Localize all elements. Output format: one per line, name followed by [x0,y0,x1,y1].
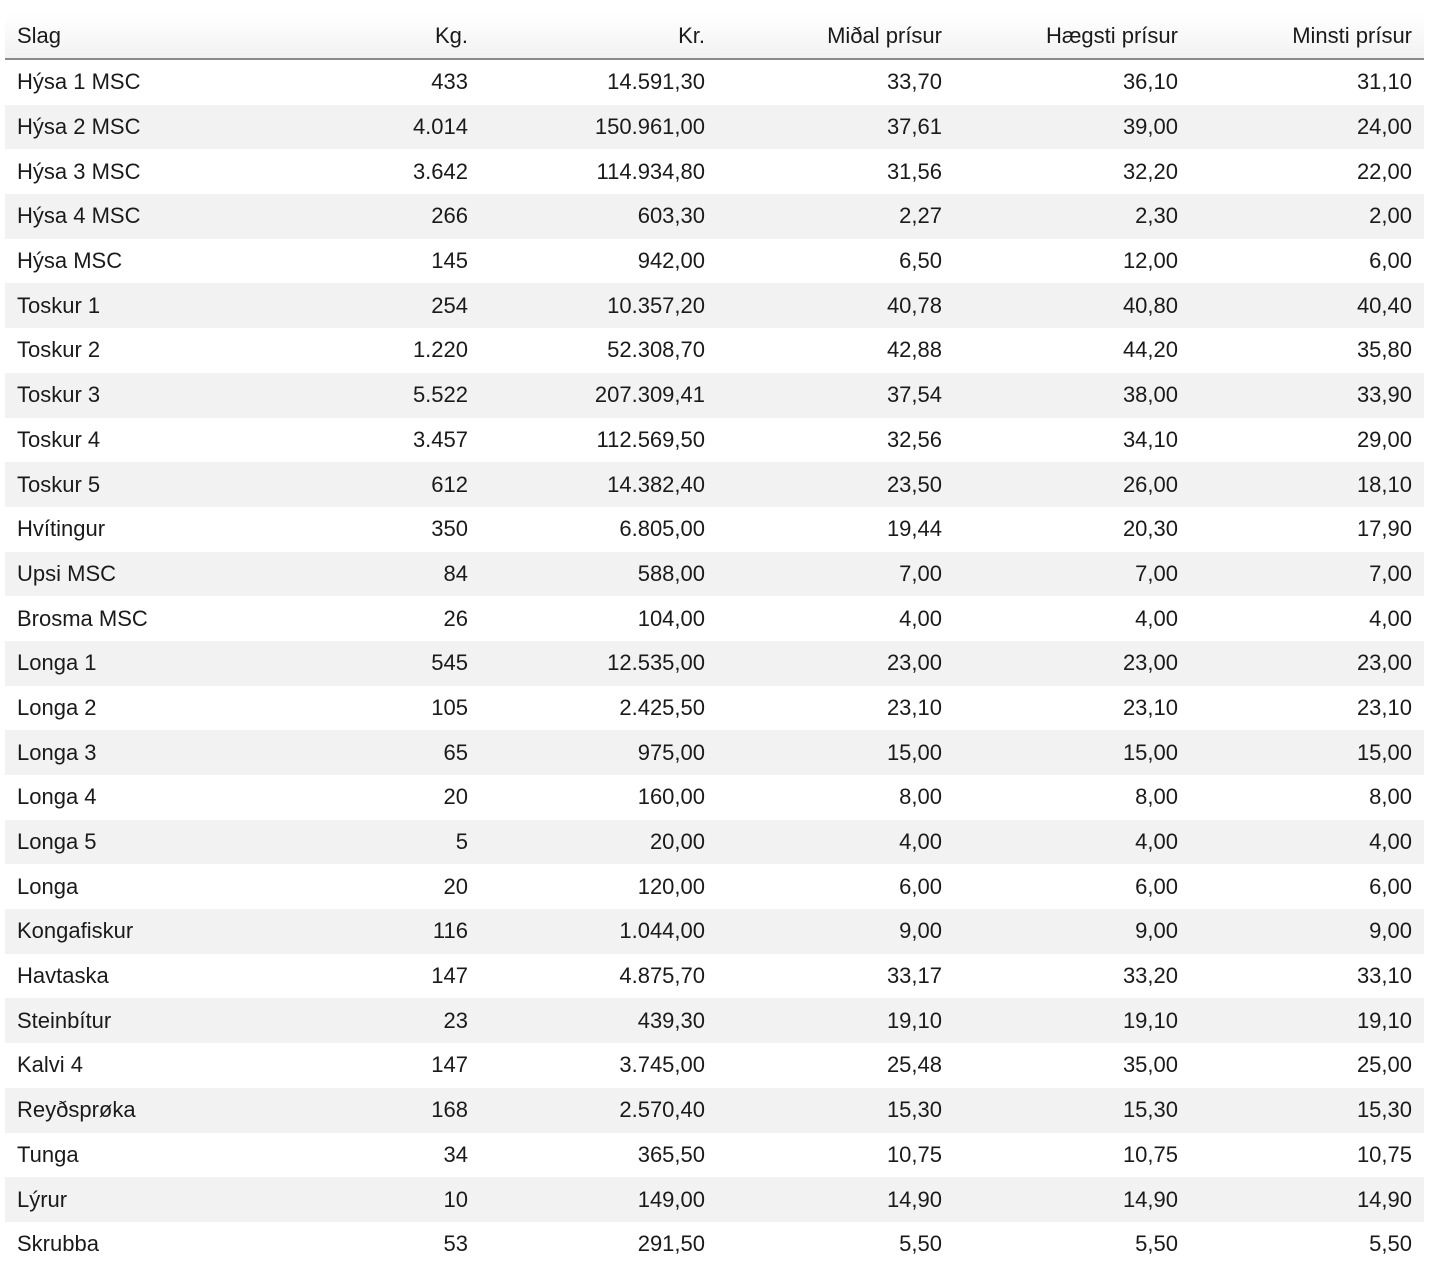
table-row [5,239,1424,284]
table-header [5,13,1424,59]
cell-kr: 942,00 [637,248,705,274]
cell-kg: 26 [443,605,468,631]
cell-average-price: 31,56 [886,158,942,184]
cell-highest-price: 33,20 [1122,963,1178,989]
cell-lowest-price: 33,90 [1190,373,1424,418]
cell-average-price: 9,00 [717,909,954,954]
cell-highest-price: 39,00 [954,105,1190,150]
cell-highest-price: 12,00 [1122,248,1178,274]
cell-kr: 14.591,30 [607,69,705,95]
cell-kg: 266 [247,194,480,239]
cell-kr: 14.382,40 [480,462,717,507]
table-row [5,507,1424,552]
cell-kg: 5.522 [247,373,480,418]
cell-kr: 52.308,70 [607,337,705,363]
cell-kr: 588,00 [480,552,717,597]
cell-kr: 20,00 [480,820,717,865]
cell-slag: Longa 5 [5,820,247,865]
table-row [5,552,1424,597]
cell-kg: 53 [443,1231,468,1257]
cell-lowest-price: 17,90 [1356,516,1412,542]
table-row [5,462,1424,507]
cell-highest-price: 4,00 [954,820,1190,865]
cell-kg: 4.014 [247,105,480,150]
cell-kr: 12.535,00 [480,641,717,686]
table-row [5,909,1424,954]
table-row [5,1222,1424,1267]
table-row [5,149,1424,194]
cell-lowest-price: 23,00 [1190,641,1424,686]
cell-kg: 545 [247,641,480,686]
table-row [5,641,1424,686]
cell-kg: 254 [247,283,480,328]
cell-kr: 365,50 [637,1141,705,1167]
cell-lowest-price: 4,00 [1369,605,1412,631]
cell-average-price: 4,00 [717,820,954,865]
cell-kr: 3.745,00 [619,1052,705,1078]
cell-kr: 104,00 [637,605,705,631]
column-header-kg[interactable]: Kg. [247,13,480,59]
cell-highest-price: 2,30 [954,194,1190,239]
price-table-container [5,13,1424,1267]
cell-kr: 160,00 [637,784,705,810]
cell-lowest-price: 22,00 [1356,158,1412,184]
cell-highest-price: 23,10 [1122,694,1178,720]
cell-highest-price: 15,00 [954,730,1190,775]
header-row [5,13,1424,59]
cell-slag: Reyðsprøka [5,1088,247,1133]
cell-average-price: 25,48 [886,1052,942,1078]
cell-lowest-price: 4,00 [1190,820,1424,865]
cell-kg: 350 [431,516,468,542]
cell-highest-price: 34,10 [1122,426,1178,452]
cell-slag: Hýsa 4 MSC [5,194,247,239]
table-row [5,328,1424,373]
cell-average-price: 8,00 [899,784,942,810]
cell-highest-price: 5,50 [1135,1231,1178,1257]
cell-kr: 150.961,00 [480,105,717,150]
cell-lowest-price: 33,10 [1356,963,1412,989]
cell-lowest-price: 10,75 [1356,1141,1412,1167]
cell-kr: 2.425,50 [619,694,705,720]
cell-kg: 20 [443,784,468,810]
column-header-highest-price[interactable]: Hægsti prísur [954,13,1190,59]
table-row [5,418,1424,463]
table-row [5,954,1424,999]
cell-kg: 65 [247,730,480,775]
cell-average-price: 19,10 [717,998,954,1043]
cell-kr: 149,00 [480,1177,717,1222]
cell-kr: 4.875,70 [619,963,705,989]
table-row [5,194,1424,239]
cell-average-price: 2,27 [717,194,954,239]
table-row [5,105,1424,150]
cell-average-price: 7,00 [717,552,954,597]
table-row [5,686,1424,731]
cell-lowest-price: 15,30 [1190,1088,1424,1133]
cell-slag: Hvítingur [17,516,106,542]
table-row [5,1177,1424,1222]
cell-kg: 433 [431,69,468,95]
column-header-average-price[interactable]: Miðal prísur [717,13,954,59]
cell-highest-price: 38,00 [954,373,1190,418]
cell-average-price: 23,00 [717,641,954,686]
cell-kg: 147 [431,963,468,989]
table-body [5,59,1424,1267]
cell-kg: 34 [443,1141,468,1167]
cell-average-price: 37,61 [717,105,954,150]
cell-average-price: 15,00 [717,730,954,775]
cell-kr: 120,00 [637,873,705,899]
cell-highest-price: 9,00 [954,909,1190,954]
cell-lowest-price: 18,10 [1190,462,1424,507]
cell-lowest-price: 19,10 [1190,998,1424,1043]
cell-average-price: 14,90 [717,1177,954,1222]
cell-kg: 5 [247,820,480,865]
cell-highest-price: 26,00 [954,462,1190,507]
cell-lowest-price: 31,10 [1356,69,1412,95]
table-row [5,1088,1424,1133]
cell-kr: 207.309,41 [480,373,717,418]
cell-kg: 168 [247,1088,480,1133]
cell-kg: 3.457 [412,426,468,452]
cell-highest-price: 35,00 [1122,1052,1178,1078]
price-table [5,13,1424,1267]
table-row [5,820,1424,865]
cell-lowest-price: 6,00 [1369,248,1412,274]
cell-lowest-price: 40,40 [1190,283,1424,328]
cell-lowest-price: 23,10 [1356,694,1412,720]
table-row [5,1043,1424,1088]
cell-slag: Longa 2 [17,694,97,720]
cell-kg: 23 [247,998,480,1043]
cell-lowest-price: 7,00 [1190,552,1424,597]
cell-slag: Kongafiskur [5,909,247,954]
cell-slag: Hýsa MSC [17,248,123,274]
table-row [5,998,1424,1043]
table-row [5,59,1424,105]
cell-highest-price: 4,00 [1135,605,1178,631]
cell-slag: Upsi MSC [5,552,247,597]
cell-average-price: 42,88 [886,337,942,363]
cell-lowest-price: 2,00 [1190,194,1424,239]
cell-kg: 84 [247,552,480,597]
cell-slag: Hýsa 3 MSC [17,158,141,184]
cell-average-price: 15,30 [717,1088,954,1133]
cell-slag: Brosma MSC [17,605,148,631]
cell-highest-price: 6,00 [1135,873,1178,899]
table-row [5,775,1424,820]
cell-kg: 612 [247,462,480,507]
cell-lowest-price: 9,00 [1190,909,1424,954]
table-row [5,596,1424,641]
cell-lowest-price: 8,00 [1369,784,1412,810]
cell-average-price: 23,10 [886,694,942,720]
cell-average-price: 40,78 [717,283,954,328]
cell-highest-price: 19,10 [954,998,1190,1043]
cell-slag: Toskur 4 [17,426,101,452]
cell-lowest-price: 24,00 [1190,105,1424,150]
column-header-kr[interactable]: Kr. [480,13,717,59]
cell-slag: Hýsa 2 MSC [5,105,247,150]
cell-highest-price: 14,90 [954,1177,1190,1222]
cell-highest-price: 20,30 [1122,516,1178,542]
cell-lowest-price: 25,00 [1356,1052,1412,1078]
cell-slag: Longa 4 [17,784,97,810]
cell-kg: 3.642 [412,158,468,184]
cell-highest-price: 10,75 [1122,1141,1178,1167]
cell-average-price: 4,00 [899,605,942,631]
cell-slag: Longa 3 [5,730,247,775]
table-row [5,373,1424,418]
cell-average-price: 32,56 [886,426,942,452]
cell-average-price: 5,50 [899,1231,942,1257]
cell-slag: Steinbítur [5,998,247,1043]
cell-kr: 6.805,00 [619,516,705,542]
cell-highest-price: 7,00 [954,552,1190,597]
cell-average-price: 23,50 [717,462,954,507]
cell-highest-price: 40,80 [954,283,1190,328]
cell-kg: 147 [431,1052,468,1078]
cell-kr: 975,00 [480,730,717,775]
cell-average-price: 33,17 [886,963,942,989]
cell-slag: Toskur 3 [5,373,247,418]
cell-kr: 112.569,50 [596,426,705,452]
cell-kg: 116 [247,909,480,954]
cell-kr: 603,30 [480,194,717,239]
cell-slag: Skrubba [17,1231,99,1257]
cell-highest-price: 15,30 [954,1088,1190,1133]
cell-slag: Longa 1 [5,641,247,686]
cell-kg: 1.220 [412,337,468,363]
cell-kr: 291,50 [637,1231,705,1257]
column-header-lowest-price[interactable]: Minsti prísur [1190,13,1424,59]
cell-kg: 10 [247,1177,480,1222]
cell-average-price: 37,54 [717,373,954,418]
cell-slag: Toskur 1 [5,283,247,328]
cell-lowest-price: 5,50 [1369,1231,1412,1257]
cell-slag: Tunga [17,1141,79,1167]
cell-highest-price: 32,20 [1122,158,1178,184]
cell-highest-price: 44,20 [1122,337,1178,363]
cell-slag: Havtaska [17,963,109,989]
cell-highest-price: 36,10 [1122,69,1178,95]
cell-kr: 2.570,40 [480,1088,717,1133]
cell-average-price: 6,00 [899,873,942,899]
cell-lowest-price: 29,00 [1356,426,1412,452]
table-row [5,1133,1424,1178]
cell-highest-price: 8,00 [1135,784,1178,810]
cell-lowest-price: 35,80 [1356,337,1412,363]
table-row [5,283,1424,328]
cell-kr: 10.357,20 [480,283,717,328]
cell-kr: 1.044,00 [480,909,717,954]
table-row [5,864,1424,909]
cell-kg: 145 [431,248,468,274]
cell-kr: 114.934,80 [596,158,705,184]
cell-kr: 439,30 [480,998,717,1043]
cell-slag: Hýsa 1 MSC [17,69,141,95]
table-row [5,730,1424,775]
cell-average-price: 19,44 [886,516,942,542]
cell-kg: 20 [443,873,468,899]
cell-slag: Toskur 5 [5,462,247,507]
cell-lowest-price: 15,00 [1190,730,1424,775]
cell-kg: 105 [431,694,468,720]
column-header-slag[interactable]: Slag [5,13,247,59]
cell-lowest-price: 6,00 [1369,873,1412,899]
cell-lowest-price: 14,90 [1190,1177,1424,1222]
cell-highest-price: 23,00 [954,641,1190,686]
cell-average-price: 6,50 [899,248,942,274]
cell-slag: Lýrur [5,1177,247,1222]
cell-average-price: 33,70 [886,69,942,95]
cell-slag: Toskur 2 [17,337,101,363]
cell-slag: Longa [17,873,79,899]
cell-average-price: 10,75 [886,1141,942,1167]
cell-slag: Kalvi 4 [17,1052,84,1078]
